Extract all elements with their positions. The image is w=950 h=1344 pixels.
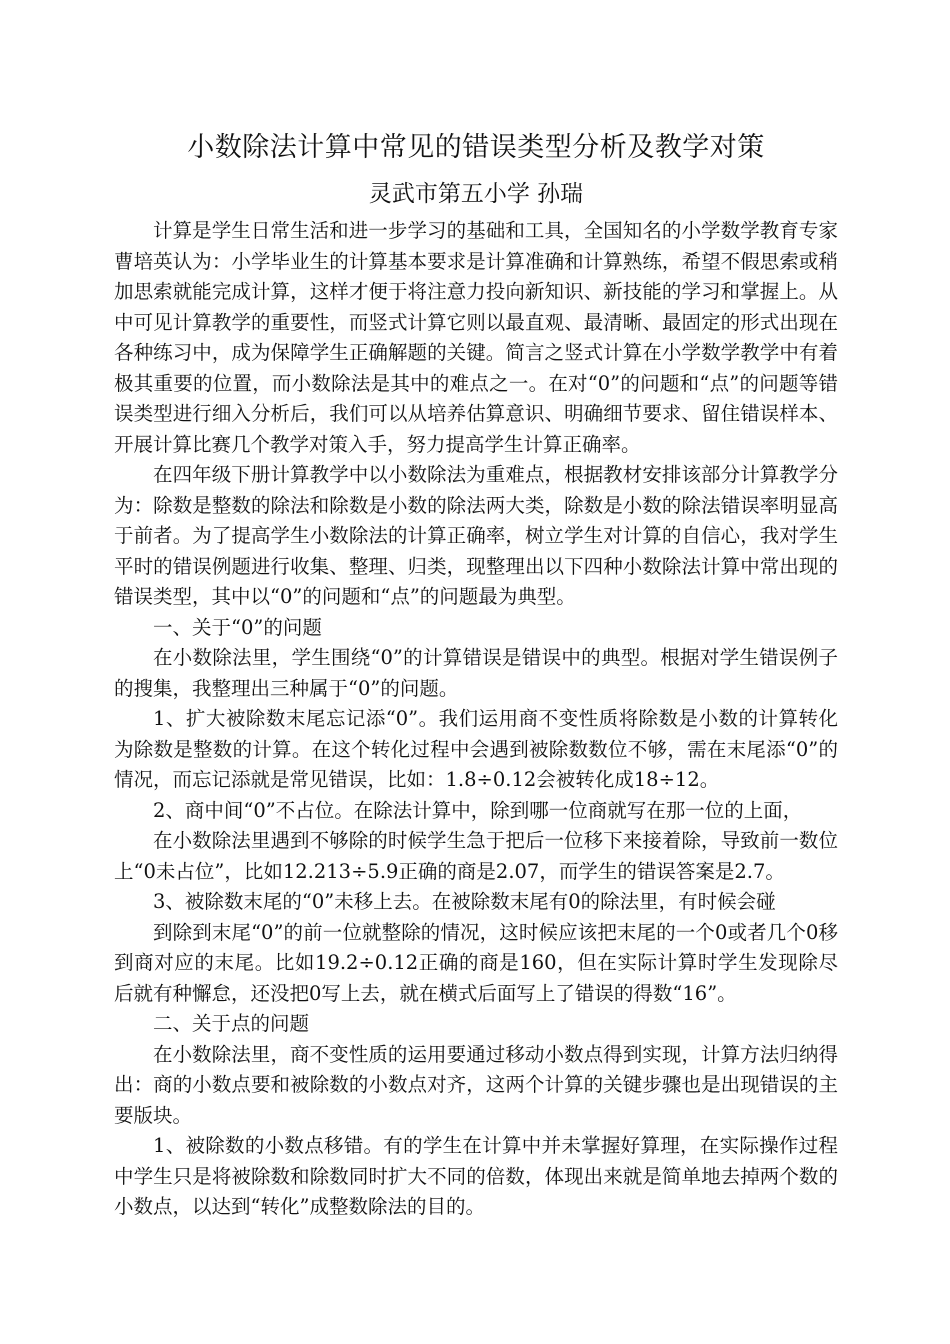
paragraph-zero-intro: 在小数除法里，学生围绕“0”的计算错误是错误中的典型。根据对学生错误例子的搜集，我整理出三种属于“0”的问题。 <box>114 646 838 700</box>
paragraph-intro: 计算是学生日常生活和进一步学习的基础和工具，全国知名的小学数学教育专家曹培英认为：小学毕业生的计算基本要求是计算准确和计算熟练，希望不假思索或稍加思索就能完成计算，这样才便于将注意力投向新知识、新技能的学习和掌握上。从中可见计算教学的重要性，而竖式计算它则以最直观、最清晰、最固定的形式出现在各种练习中，成为保障学生正确解题的关键。简言之竖式计算在小学数学教学中有着极其重要的位置，而小数除法是其中的难点之一。在对“0”的问题和“点”的问题等错误类型进行细入分析后，我们可以从培养估算意识、明确细节要求、留住错误样本、开展计算比赛几个教学对策入手，努力提高学生计算正确率。 <box>114 219 838 456</box>
paragraph-zero-2: 2、商中间“0”不占位。在除法计算中，除到哪一位商就写在那一位的上面， <box>153 798 803 822</box>
paragraph-zero-3: 3、被除数末尾的“0”未移上去。在被除数末尾有0的除法里，有时候会碰 <box>153 890 776 913</box>
document-body <box>114 216 838 1223</box>
paragraph-background: 在四年级下册计算教学中以小数除法为重难点，根据教材安排该部分计算教学分为：除数是整数的除法和除数是小数的除法两大类，除数是小数的除法错误率明显高于前者。为了提高学生小数除法的计算正确率，树立学生对计算的自信心，我对学生平时的错误例题进行收集、整理、归类，现整理出以下四种小数除法计算中常出现的错误类型，其中以“0”的问题和“点”的问题最为典型。 <box>114 463 838 608</box>
paragraph-zero-3-cont: 到除到末尾“0”的前一位就整除的情况，这时候应该把末尾的一个0或者几个0移到商对应的末尾。比如19.2÷0.12正确的商是160，但在实际计算时学生发现除尽后就有种懈怠，还没把0写上去，就在横式后面写上了错误的得数“16”。 <box>114 920 838 1005</box>
paragraph-point-1: 1、被除数的小数点移错。有的学生在计算中并未掌握好算理，在实际操作过程中学生只是将被除数和除数同时扩大不同的倍数，体现出来就是简单地去掉两个数的小数点，以达到“转化”成整数除法的目的。 <box>114 1134 838 1218</box>
document-author: 灵武市第五小学 孙瑞 <box>368 181 584 207</box>
paragraph-zero-2-cont: 在小数除法里遇到不够除的时候学生急于把后一位移下来接着除，导致前一数位上“0未占位”，比如12.213÷5.9正确的商是2.07，而学生的错误答案是2.7。 <box>114 829 838 883</box>
document-title: 小数除法计算中常见的错误类型分析及教学对策 <box>187 132 765 163</box>
paragraph-zero-1: 1、扩大被除数末尾忘记添“0”。我们运用商不变性质将除数是小数的计算转化为除数是整数的计算。在这个转化过程中会遇到被除数数位不够，需在末尾添“0”的情况，而忘记添就是常见错误，比如：1.8÷0.12会被转化成18÷12。 <box>114 707 838 791</box>
section-heading-zero: 一、关于“0”的问题 <box>153 615 322 639</box>
document-page <box>114 128 838 1223</box>
section-heading-point: 二、关于点的问题 <box>153 1012 310 1035</box>
paragraph-point-intro: 在小数除法里，商不变性质的运用要通过移动小数点得到实现，计算方法归纳得出：商的小数点要和被除数的小数点对齐，这两个计算的关键步骤也是出现错误的主要版块。 <box>114 1042 838 1127</box>
